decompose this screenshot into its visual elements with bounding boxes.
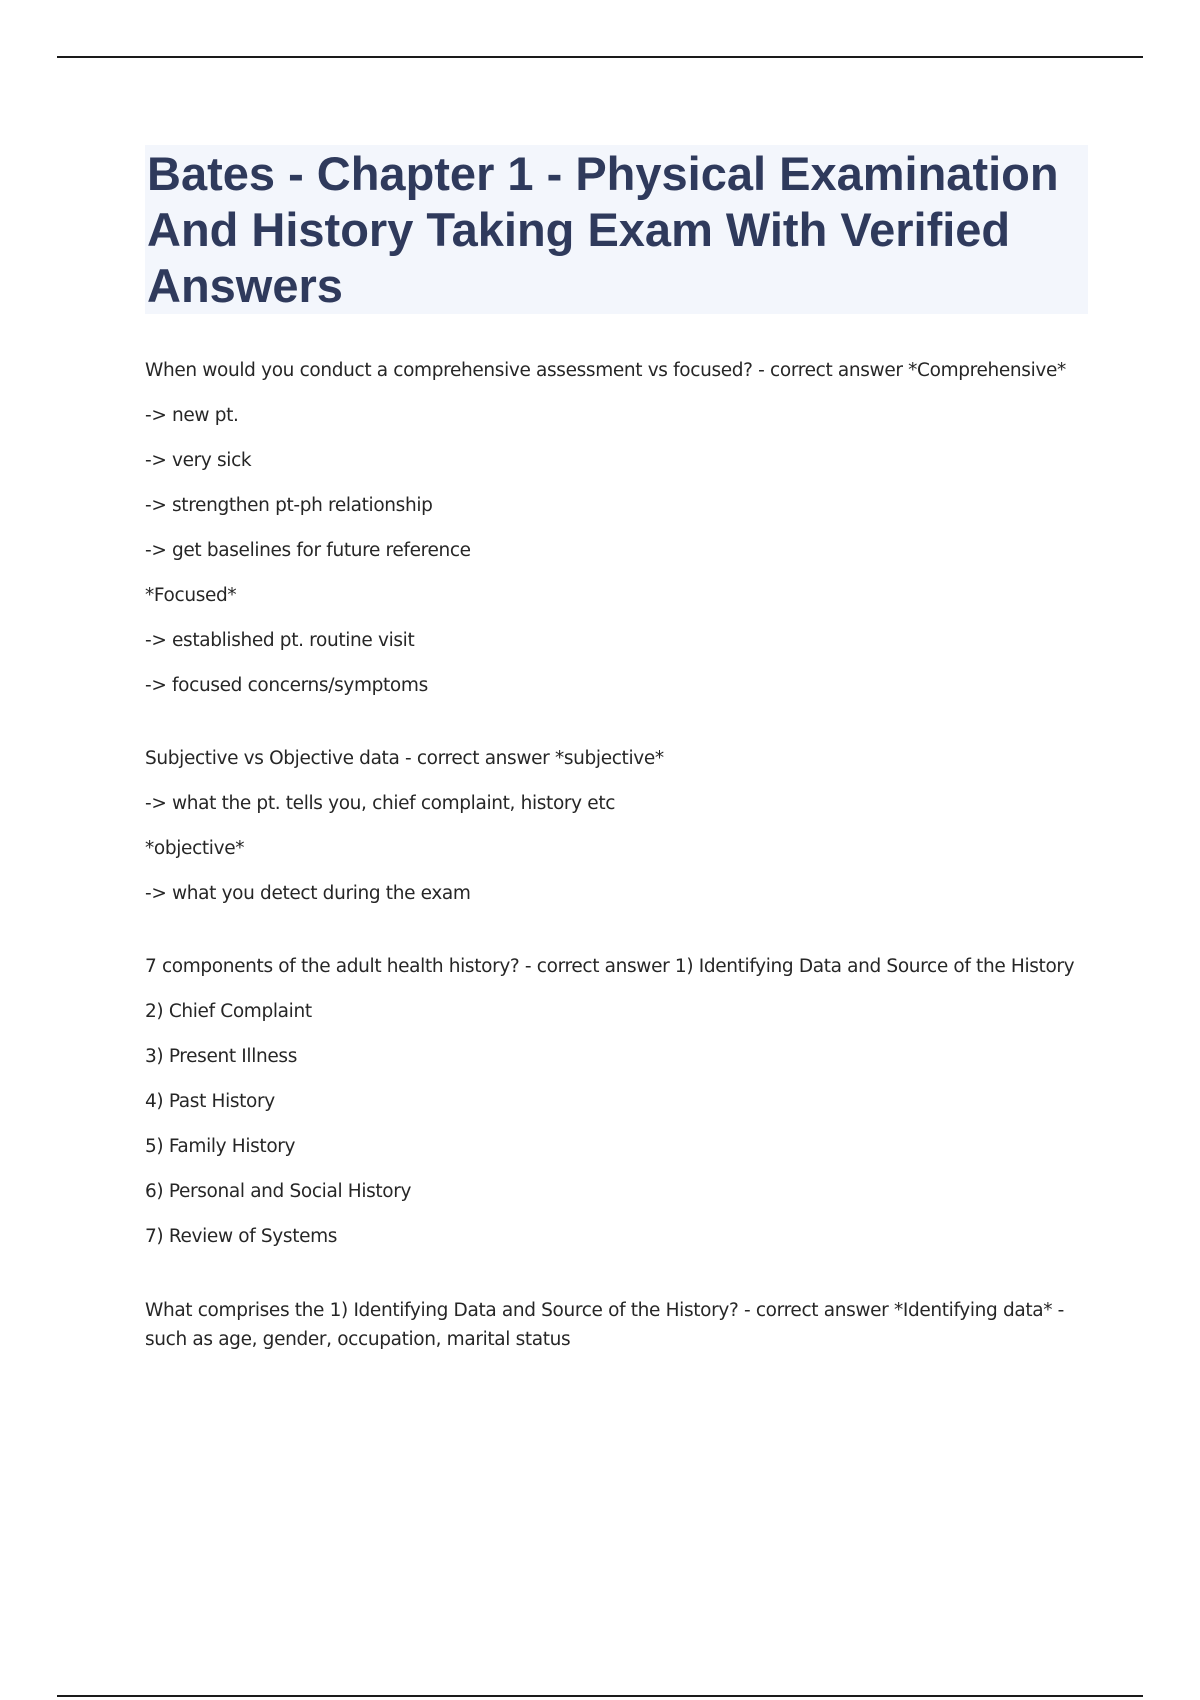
answer-line: 7) Review of Systems [145,1226,338,1247]
document-body [145,357,1090,1354]
qa-block-subjective-vs-objective [145,745,1090,908]
bottom-rule [57,1695,1143,1697]
qa-block-health-history-components [145,953,1090,1251]
answer-line: 5) Family History [145,1136,296,1157]
answer-line: 6) Personal and Social History [145,1181,412,1202]
answer-line: *objective* [145,838,245,859]
answer-line: -> very sick [145,450,252,471]
answer-line: 3) Present Illness [145,1046,297,1067]
answer-line: 2) Chief Complaint [145,1001,312,1022]
answer-line: *Focused* [145,585,237,606]
answer-line: -> established pt. routine visit [145,630,415,651]
question-line: What comprises the 1) Identifying Data and Source of the History? - correct answer *Identifying data* - such as age, gender, occupation, marital status [145,1300,1065,1350]
answer-line: -> focused concerns/symptoms [145,675,428,696]
question-line: When would you conduct a comprehensive assessment vs focused? - correct answer *Comprehensive* [145,360,1066,381]
document-title: Bates - Chapter 1 - Physical Examination And History Taking Exam With Verified Answers [147,147,1059,312]
title-banner [145,145,1088,314]
answer-line: -> what the pt. tells you, chief complaint, history etc [145,793,616,814]
answer-line: -> new pt. [145,405,239,426]
top-rule [57,56,1143,58]
question-line: 7 components of the adult health history? - correct answer 1) Identifying Data and Source of the History [145,956,1075,977]
answer-line: 4) Past History [145,1091,275,1112]
qa-block-identifying-data [145,1296,1090,1354]
question-line: Subjective vs Objective data - correct answer *subjective* [145,748,664,769]
answer-line: -> what you detect during the exam [145,883,471,904]
answer-line: -> get baselines for future reference [145,540,471,561]
answer-line: -> strengthen pt-ph relationship [145,495,433,516]
qa-block-comprehensive-vs-focused [145,357,1090,700]
